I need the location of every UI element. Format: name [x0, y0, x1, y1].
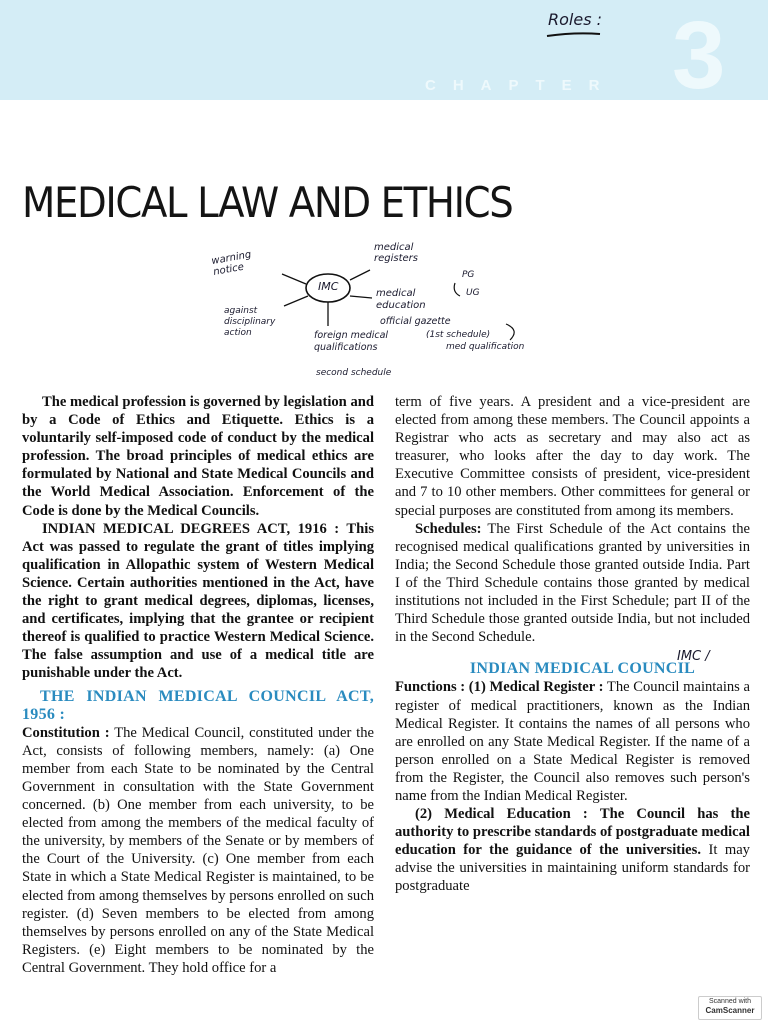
left-column — [22, 393, 374, 977]
functions-label: Functions : (1) Medical Register : — [395, 679, 604, 696]
handwritten-roles-note: Roles : — [548, 10, 603, 29]
page-title: MEDICAL LAW AND ETHICS — [22, 178, 513, 227]
handwritten-imc-note: IMC / — [677, 649, 710, 665]
mindmap-pg: PG — [462, 270, 475, 280]
chapter-banner — [0, 0, 768, 109]
education-paragraph — [395, 805, 750, 895]
chapter-word: CHAPTER — [425, 77, 617, 94]
constitution-label: Constitution : — [22, 724, 110, 741]
schedules-label: Schedules: — [415, 520, 482, 537]
mindmap-schedule: (1st schedule) — [426, 330, 491, 340]
mindmap-education: medical education — [376, 288, 426, 311]
mindmap-foreign: foreign medical qualifications — [314, 330, 389, 353]
scanner-watermark — [698, 996, 762, 1020]
education-label: (2) Medical Education : — [415, 806, 588, 823]
constitution-text: The Medical Council, constituted under the Act, consists of following members, namely: (a) One member from each State to be nominated by the Central Government in consultation with the State Government concerned. (b) One member from each university, to be elected from among the members of the medical faculty of the university, by members of the Senate or by members of the Court of the University. (c) One member from each State in which a State Medical Register is maintained, to be elected from among themselves by persons enrolled on such register. (d) Seven members to be elected from among themselves by persons enrolled on any of the State Medical Registers. (e) Eight members to be nominated by the Central Government. They hold office for a — [22, 724, 375, 976]
schedules-text: The First Schedule of the Act contains the recognised medical qualifications granted by universities in India; the Second Schedule those granted outside India. Part I of the Third Schedule contains those granted by medical institutions not included in the First Schedule; part II of the Third Schedule those granted outside India, but not included in the Second Schedule. — [395, 520, 750, 646]
mindmap-med-qual: med qualification — [446, 342, 525, 352]
scanned-with-text: Scanned with — [708, 998, 752, 1005]
mindmap-center: IMC — [318, 280, 339, 293]
constitution-paragraph — [22, 724, 374, 977]
schedules-paragraph — [395, 520, 750, 647]
council-act-heading: THE INDIAN MEDICAL COUNCIL ACT, 1956 : — [22, 687, 374, 723]
constitution-continuation: term of five years. A president and a vice-president are elected from among these members. The Council appoints a Registrar who acts as secretary and may also act as treasurer, who looks after the day to day work. The Executive Committee consists of president, vice-president and 7 to 10 other members. Other committees for general or special purposes are constituted from among its members. — [395, 394, 750, 519]
handwritten-mindmap — [190, 240, 550, 390]
handwritten-underline — [545, 30, 605, 40]
education-bold: The Council has the authority to prescribe standards of postgraduate medical education for the guidance of the universities. — [395, 806, 750, 859]
mindmap-warning: warning notice — [210, 249, 253, 278]
mindmap-gazette: official gazette — [380, 316, 451, 327]
mindmap-disciplinary: against disciplinary action — [224, 306, 276, 338]
chapter-number: 3 — [672, 2, 726, 109]
degrees-act-paragraph: INDIAN MEDICAL DEGREES ACT, 1916 : This Act was passed to regulate the grant of titles implying qualification in Allopathic system of Western Medical Science. Certain authorities mentioned in the Act, have the right to grant medical degrees, diplomas, licenses, and certificates, implying that the grantee or recipient thereof is qualified to practice Western Medical Science. The false assumption and use of a medical title are punishable under the Act. — [22, 520, 374, 682]
functions-paragraph — [395, 678, 750, 805]
right-column — [395, 393, 750, 896]
functions-text: The Council maintains a register of medical practitioners, known as the Indian Medical Register. It contains the names of all persons who are enrolled on any State Medical Register. If the name of a person enrolled on a State Medical Register is removed from the Register, the Council also removes such person's name from the Indian Medical Register. — [395, 679, 750, 804]
camscanner-logo-text: CamScanner — [705, 1006, 755, 1015]
education-text: It may advise the universities in maintaining uniform standards for postgraduate — [395, 842, 750, 895]
intro-paragraph: The medical profession is governed by legislation and by a Code of Ethics and Etiquette. Ethics is a voluntarily self-imposed code of conduct by the medical profession. The broad principles of medical ethics are formulated by National and State Medical Councils and the World Medical Association. Enforcement of the Code is done by the Medical Councils. — [22, 394, 374, 519]
mindmap-second-schedule: second schedule — [316, 368, 392, 378]
mindmap-registers: medical registers — [374, 242, 418, 264]
imc-heading: INDIAN MEDICAL COUNCIL — [469, 660, 696, 678]
mindmap-ug: UG — [466, 288, 480, 298]
